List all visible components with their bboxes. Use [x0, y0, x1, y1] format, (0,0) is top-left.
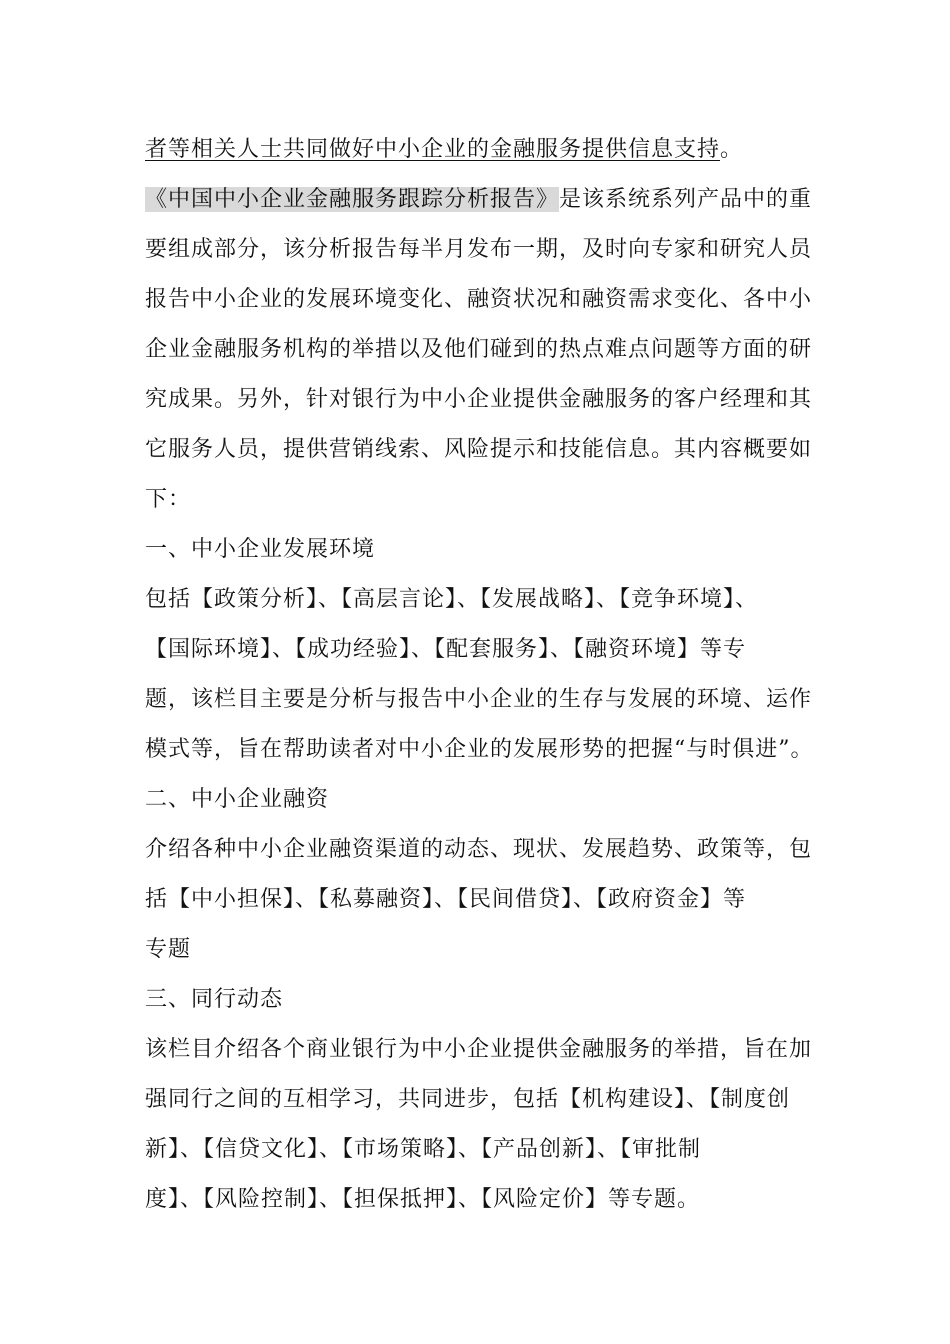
text-line: 要组成部分，该分析报告每半月发布一期，及时向专家和研究人员 [145, 237, 813, 262]
text-line: 下： [145, 487, 192, 512]
section-heading: 二、中小企业融资 [145, 787, 330, 812]
text-line: 【国际环境】、【成功经验】、【配套服务】、【融资环境】等专 [145, 637, 747, 662]
text-line: 介绍各种中小企业融资渠道的动态、现状、发展趋势、政策等，包 [145, 837, 813, 862]
text-line: 题，该栏目主要是分析与报告中小企业的生存与发展的环境、运作 [145, 687, 813, 712]
highlighted-report-title: 《中国中小企业金融服务跟踪分析报告》 [145, 187, 560, 212]
section-heading: 三、同行动态 [145, 987, 284, 1012]
text-line: 专题 [145, 937, 192, 962]
text-line: 该栏目介绍各个商业银行为中小企业提供金融服务的举措，旨在加 [145, 1037, 813, 1062]
text-line: 括【中小担保】、【私募融资】、【民间借贷】、【政府资金】等 [145, 887, 747, 912]
section-heading: 一、中小企业发展环境 [145, 537, 376, 562]
line-end-punct: 。 [720, 137, 744, 162]
text-line: 企业金融服务机构的举措以及他们碰到的热点难点问题等方面的研 [145, 337, 813, 362]
text-line: 包括【政策分析】、【高层言论】、【发展战略】、【竞争环境】、 [145, 587, 759, 612]
text-line: 究成果。另外，针对银行为中小企业提供金融服务的客户经理和其 [145, 387, 813, 412]
text-line: 新】、【信贷文化】、【市场策略】、【产品创新】、【审批制 [145, 1137, 702, 1162]
text-line [145, 131, 810, 181]
document-body [145, 131, 814, 1231]
text-line: 它服务人员，提供营销线索、风险提示和技能信息。其内容概要如 [145, 437, 813, 462]
text-line: 模式等，旨在帮助读者对中小企业的发展形势的把握“与时俱进”。 [145, 737, 814, 762]
text-line [145, 181, 813, 231]
text-line: 报告中小企业的发展环境变化、融资状况和融资需求变化、各中小 [145, 287, 813, 312]
text-run: 是该系统系列产品中的重 [559, 187, 813, 212]
underlined-text: 者等相关人士共同做好中小企业的金融服务提供信息支持 [145, 137, 721, 162]
text-line: 强同行之间的互相学习，共同进步，包括【机构建设】、【制度创 [145, 1087, 791, 1112]
text-line: 度】、【风险控制】、【担保抵押】、【风险定价】等专题。 [145, 1187, 701, 1212]
